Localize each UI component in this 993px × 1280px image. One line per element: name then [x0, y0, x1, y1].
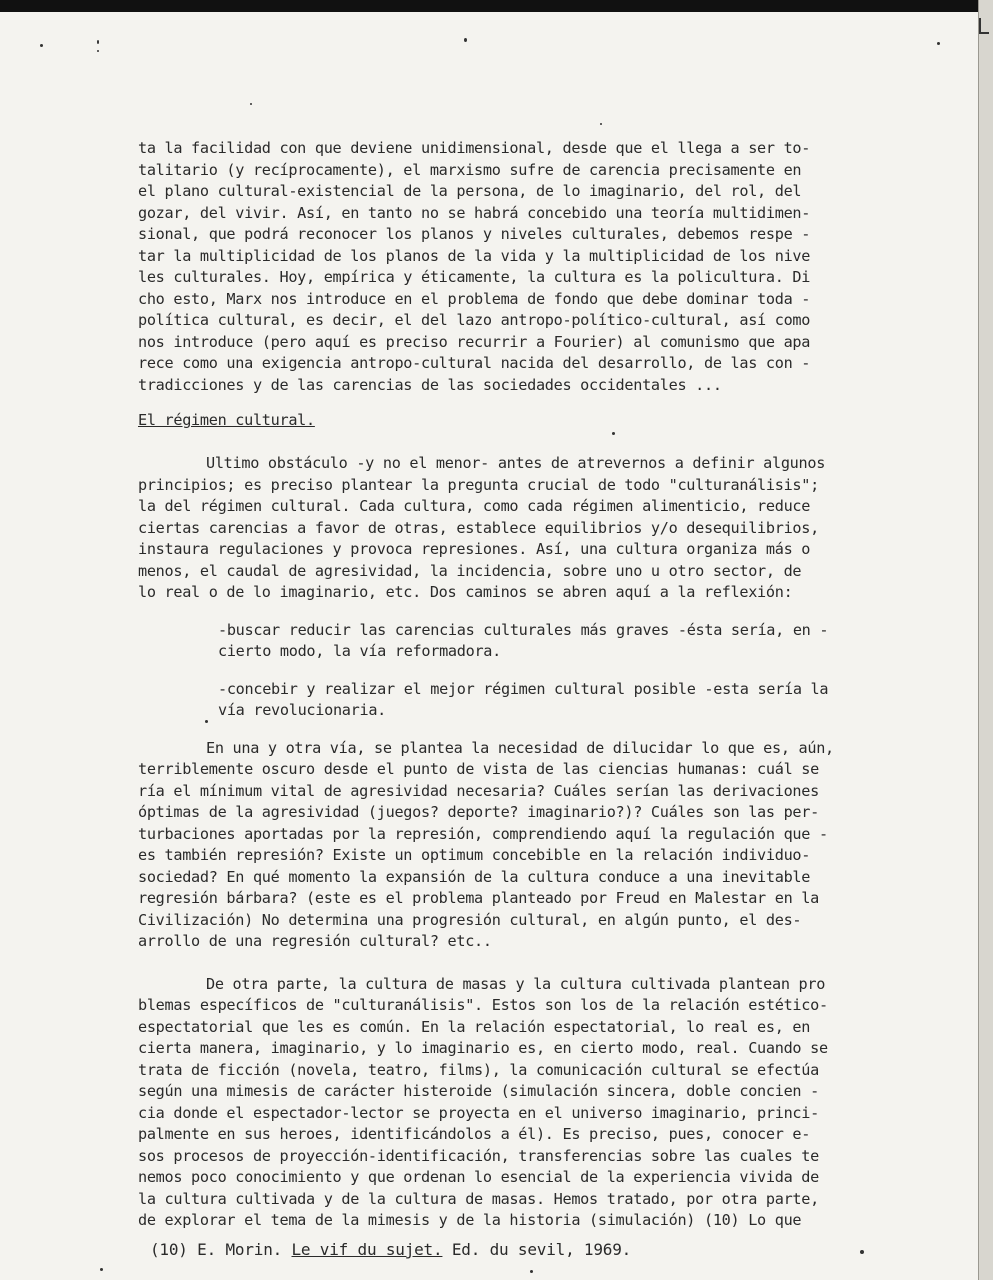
paragraph-regimen [138, 453, 938, 604]
text-line: lo real o de lo imaginario, etc. Dos caminos se abren aquí a la reflexión: [138, 583, 793, 601]
bullet-revolucionaria [138, 679, 938, 722]
text-line: vía revolucionaria. [218, 701, 387, 719]
text-line: rece como una exigencia antropo-cultural nacida del desarrollo, de las con - [138, 354, 811, 372]
text-line: es también represión? Existe un optimum concebible en la relación individuo- [138, 846, 811, 864]
text-line: nemos poco conocimiento y que ordenan lo esencial de la experiencia vivida de [138, 1168, 819, 1186]
bullet-reformadora [138, 620, 938, 663]
corner-mark-icon [979, 18, 989, 34]
text-line: sos procesos de proyección-identificación, transferencias sobre las cuales te [138, 1146, 819, 1165]
text-line: arrollo de una regresión cultural? etc.. [138, 932, 492, 950]
text-line: Civilización) No determina una progresión cultural, en algún punto, el des- [138, 910, 802, 929]
dust-speck [100, 1268, 103, 1271]
paragraph-via [138, 738, 938, 953]
text-line: cho esto, Marx nos introduce en el problema de fondo que debe dominar toda - [138, 289, 811, 308]
text-line: política cultural, es decir, el del lazo antropo-político-cultural, así como [138, 311, 811, 329]
text-line: blemas específicos de "culturanálisis". Estos son los de la relación estético- [138, 996, 828, 1014]
text-line: palmente en sus heroes, identificándolos a él). Es preciso, pues, conocer e- [138, 1125, 811, 1143]
dust-speck [250, 103, 252, 105]
dust-speck [97, 50, 99, 52]
text-line: ría el mínimum vital de agresividad necesaria? Cuáles serían las derivaciones [138, 781, 819, 800]
text-line: cia donde el espectador-lector se proyecta en el universo imaginario, princi- [138, 1103, 819, 1122]
section-heading-text: El régimen cultural. [138, 411, 315, 429]
dust-speck [97, 40, 99, 44]
text-line: talitario (y recíprocamente), el marxismo sufre de carencia precisamente en [138, 160, 802, 179]
dust-speck [600, 123, 602, 125]
text-line: ciertas carencias a favor de otras, establece equilibrios y/o desequilibrios, [138, 518, 819, 537]
dust-speck [464, 38, 467, 42]
text-line: turbaciones aportadas por la represión, comprendiendo aquí la regulación que - [138, 824, 828, 843]
text-line: terriblemente oscuro desde el punto de vista de las ciencias humanas: cuál se [138, 760, 819, 778]
text-line: espectatorial que les es común. En la relación espectatorial, lo real es, en [138, 1017, 811, 1036]
text-line: trata de ficción (novela, teatro, films), la comunicación cultural se efectúa [138, 1060, 819, 1079]
text-line: Ultimo obstáculo -y no el menor- antes de atrevernos a definir algunos [206, 454, 826, 472]
text-line: instaura regulaciones y provoca represiones. Así, una cultura organiza más o [138, 540, 811, 558]
text-line: sociedad? En qué momento la expansión de la cultura conduce a una inevitable [138, 867, 811, 886]
text-line: menos, el caudal de agresividad, la incidencia, sobre uno u otro sector, de [138, 561, 802, 580]
text-line: sional, que podrá reconocer los planos y niveles culturales, debemos respe - [138, 225, 811, 243]
text-line: cierto modo, la vía reformadora. [218, 642, 501, 660]
text-line: el plano cultural-existencial de la persona, de lo imaginario, del rol, del [138, 182, 802, 200]
text-line: tradicciones y de las carencias de las sociedades occidentales ... [138, 375, 722, 394]
dust-speck [530, 1270, 533, 1273]
text-line: óptimas de la agresividad (juegos? deporte? imaginario?)? Cuáles son las per- [138, 803, 819, 821]
text-line: de explorar el tema de la mimesis y de la historia (simulación) (10) Lo que [138, 1211, 802, 1229]
text-line: -buscar reducir las carencias culturales más graves -ésta sería, en - [218, 620, 829, 639]
text-line: regresión bárbara? (este es el problema planteado por Freud en Malestar en la [138, 889, 819, 907]
dust-speck [860, 1250, 864, 1254]
paragraph-masas [138, 974, 938, 1232]
text-line: cierta manera, imaginario, y lo imaginario es, en cierto modo, real. Cuando se [138, 1039, 828, 1057]
footnote [150, 1240, 631, 1259]
text-line: gozar, del vivir. Así, en tanto no se habrá concebido una teoría multidimen- [138, 203, 811, 222]
text-line: según una mimesis de carácter histeroide (simulación sincera, doble concien - [138, 1082, 819, 1100]
scan-top-border [0, 0, 993, 12]
footnote-publisher: Ed. du sevil, 1969. [451, 1240, 632, 1259]
text-line: nos introduce (pero aquí es preciso recurrir a Fourier) al comunismo que apa [138, 332, 811, 351]
text-line: les culturales. Hoy, empírica y éticamente, la cultura es la policultura. Di [138, 268, 811, 286]
text-line: tar la multiplicidad de los planos de la vida y la multiplicidad de los nive [138, 246, 811, 265]
dust-speck [937, 42, 940, 45]
footnote-ref: (10) E. Morin. [150, 1240, 283, 1259]
text-line: principios; es preciso plantear la pregunta crucial de todo "culturanálisis"; [138, 475, 819, 494]
text-line: En una y otra vía, se plantea la necesidad de dilucidar lo que es, aún, [206, 738, 834, 757]
text-line: la cultura cultivada y de la cultura de masas. Hemos tratado, por otra parte, [138, 1189, 819, 1208]
text-line: De otra parte, la cultura de masas y la cultura cultivada plantean pro [206, 974, 826, 993]
document-body [138, 138, 938, 1232]
dust-speck [40, 44, 43, 47]
section-heading [138, 410, 938, 432]
text-line: ta la facilidad con que deviene unidimensional, desde que el llega a ser to- [138, 139, 811, 157]
text-line: -concebir y realizar el mejor régimen cultural posible -esta sería la [218, 679, 829, 698]
text-line: la del régimen cultural. Cada cultura, como cada régimen alimenticio, reduce [138, 497, 811, 515]
paragraph-continuation [138, 138, 938, 396]
scan-right-edge [978, 0, 993, 1280]
footnote-title: Le vif du sujet. [291, 1240, 443, 1259]
